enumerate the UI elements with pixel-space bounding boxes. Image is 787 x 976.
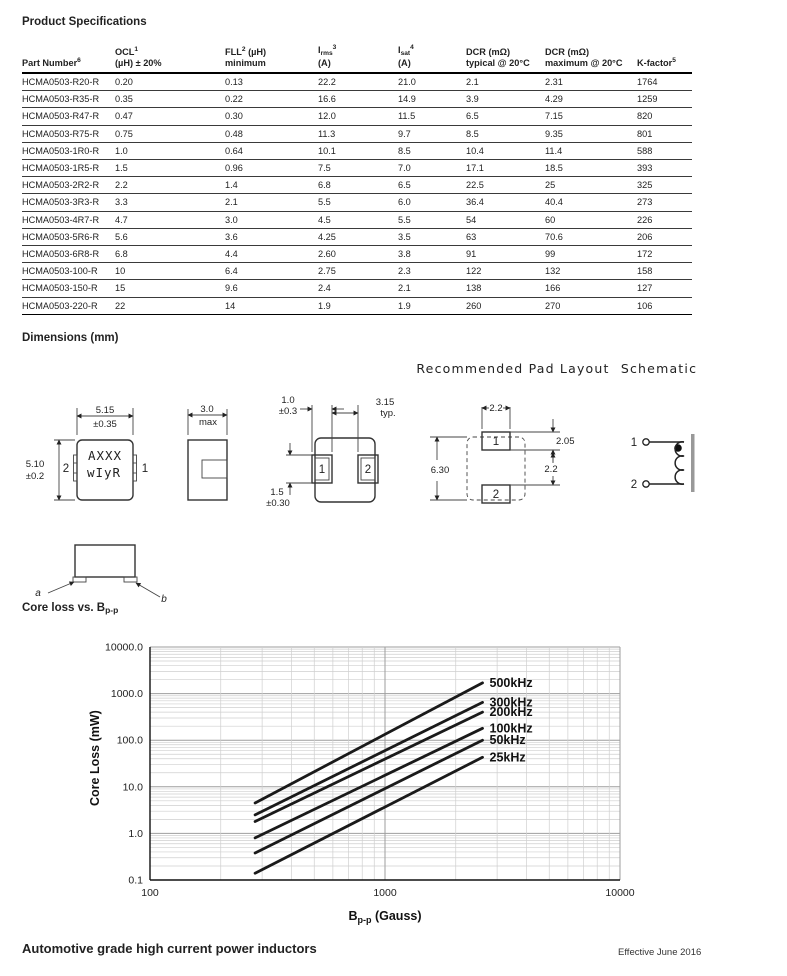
pad-height-tolerance: ±0.30 <box>266 498 290 509</box>
table-row <box>22 91 692 108</box>
table-header-row <box>22 44 692 73</box>
pad-width-dimension: 1.0 <box>281 395 295 406</box>
top-view-drawing <box>26 405 148 500</box>
table-cell: 2.4 <box>318 280 398 297</box>
table-cell: 14.9 <box>398 91 466 108</box>
table-cell: 158 <box>637 263 692 280</box>
dimension-drawings <box>0 355 787 605</box>
table-cell: 3.8 <box>398 245 466 262</box>
table-cell: 2.75 <box>318 263 398 280</box>
terminal-2-node <box>643 481 649 487</box>
pad-width-tolerance: ±0.3 <box>278 406 298 417</box>
table-cell: 3.0 <box>225 211 318 228</box>
table-cell: 22 <box>115 297 225 314</box>
table-cell: 0.48 <box>225 125 318 142</box>
height-dimension: 5.10 <box>25 459 45 470</box>
y-tick-label: 1.0 <box>128 827 143 840</box>
layout-pad-height-dimension: 2.05 <box>556 436 575 447</box>
table-cell: 54 <box>466 211 545 228</box>
table-cell: 18.5 <box>545 159 637 176</box>
table-cell: 36.4 <box>466 194 545 211</box>
bottom-view-drawing <box>266 395 396 509</box>
bottom-pad-left-number: 1 <box>318 464 326 476</box>
table-cell: 4.7 <box>115 211 225 228</box>
y-tick-label: 1000.0 <box>110 688 143 701</box>
table-cell: 6.5 <box>466 108 545 125</box>
table-cell: 60 <box>545 211 637 228</box>
table-cell: HCMA0503-R47-R <box>22 108 115 125</box>
lead-b-label: b <box>161 594 167 605</box>
table-row <box>22 159 692 176</box>
table-cell: 2.2 <box>115 177 225 194</box>
table-cell: 25 <box>545 177 637 194</box>
height-tolerance: ±0.2 <box>25 471 45 482</box>
section-heading-dimensions: Dimensions (mm) <box>22 332 119 344</box>
y-tick-label: 10.0 <box>122 781 143 794</box>
table-body <box>22 73 692 314</box>
table-row <box>22 73 692 91</box>
table-cell: 0.13 <box>225 73 318 91</box>
table-cell: 11.4 <box>545 142 637 159</box>
table-cell: 10 <box>115 263 225 280</box>
table-cell: 1.5 <box>115 159 225 176</box>
table-cell: 0.64 <box>225 142 318 159</box>
table-cell: 0.35 <box>115 91 225 108</box>
terminal-1-node <box>643 439 649 445</box>
part-marking-line2: wIyR <box>86 465 122 480</box>
table-row <box>22 297 692 314</box>
footer-effective-date: Effective June 2016 <box>618 947 702 958</box>
table-cell: 2.1 <box>466 73 545 91</box>
table-cell: 4.29 <box>545 91 637 108</box>
depth-note: max <box>199 417 217 428</box>
table-row <box>22 211 692 228</box>
side-view-drawing <box>188 404 227 500</box>
y-tick-label: 0.1 <box>128 874 143 887</box>
x-tick-label: 10000 <box>605 887 635 899</box>
table-cell: 7.0 <box>398 159 466 176</box>
table-cell: 6.4 <box>225 263 318 280</box>
table-cell: 3.5 <box>398 228 466 245</box>
table-cell: HCMA0503-R35-R <box>22 91 115 108</box>
table-cell: 2.60 <box>318 245 398 262</box>
table-cell: 2.1 <box>225 194 318 211</box>
table-cell: 3.6 <box>225 228 318 245</box>
table-cell: 106 <box>637 297 692 314</box>
table-row <box>22 228 692 245</box>
table-cell: HCMA0503-150-R <box>22 280 115 297</box>
table-cell: 16.6 <box>318 91 398 108</box>
column-header: DCR (mΩ) typical @ 20°C <box>466 44 545 73</box>
table-cell: 260 <box>466 297 545 314</box>
table-cell: 70.6 <box>545 228 637 245</box>
width-tolerance: ±0.35 <box>93 419 117 430</box>
section-heading-core-loss <box>22 602 118 615</box>
table-cell: 0.30 <box>225 108 318 125</box>
table-cell: 801 <box>637 125 692 142</box>
column-header: Part Number$^6$ <box>22 44 115 73</box>
table-row <box>22 245 692 262</box>
bottom-pad-right-number: 2 <box>364 464 372 476</box>
table-cell: 393 <box>637 159 692 176</box>
lead-view-drawing <box>35 545 167 605</box>
table-cell: 22.5 <box>466 177 545 194</box>
layout-pad-bottom-number: 2 <box>492 489 500 501</box>
column-header: OCL$^1$ (µH) ± 20% <box>115 44 225 73</box>
table-cell: 8.5 <box>398 142 466 159</box>
part-marking-line1: AXXX <box>87 448 123 463</box>
pad-pitch-dimension: 3.15 <box>375 397 395 408</box>
table-row <box>22 142 692 159</box>
column-header: K-factor$^5$ <box>637 44 692 73</box>
y-axis-title: Core Loss (mW) <box>88 710 102 806</box>
table-cell: 17.1 <box>466 159 545 176</box>
table-cell: 2.31 <box>545 73 637 91</box>
table-cell: 9.6 <box>225 280 318 297</box>
table-cell: 6.5 <box>398 177 466 194</box>
column-header: DCR (mΩ) maximum @ 20°C <box>545 44 637 73</box>
table-cell: 0.75 <box>115 125 225 142</box>
schematic-drawing <box>631 434 695 492</box>
table-cell: 1.4 <box>225 177 318 194</box>
table-cell: HCMA0503-6R8-R <box>22 245 115 262</box>
core-loss-chart <box>0 628 787 933</box>
table-cell: 4.25 <box>318 228 398 245</box>
y-tick-label: 10000.0 <box>105 641 143 654</box>
table-cell: HCMA0503-2R2-R <box>22 177 115 194</box>
series-label-50kHz: 50kHz <box>489 733 526 748</box>
pin-number-right: 1 <box>141 463 149 475</box>
table-row <box>22 125 692 142</box>
table-cell: HCMA0503-3R3-R <box>22 194 115 211</box>
table-cell: 588 <box>637 142 692 159</box>
table-row <box>22 194 692 211</box>
table-cell: 1.9 <box>318 297 398 314</box>
table-cell: 0.22 <box>225 91 318 108</box>
table-cell: 11.5 <box>398 108 466 125</box>
table-cell: HCMA0503-R20-R <box>22 73 115 91</box>
width-dimension: 5.15 <box>95 405 115 416</box>
table-cell: 12.0 <box>318 108 398 125</box>
table-cell: 7.15 <box>545 108 637 125</box>
pin-number-left: 2 <box>62 463 70 475</box>
series-label-500kHz: 500kHz <box>489 675 533 690</box>
table-cell: 172 <box>637 245 692 262</box>
series-line-25kHz <box>255 757 482 873</box>
table-row <box>22 177 692 194</box>
core-loss-heading-subscript: p-p <box>105 605 119 615</box>
table-cell: HCMA0503-1R5-R <box>22 159 115 176</box>
schematic-terminal-1-label: 1 <box>630 437 638 449</box>
table-cell: 1764 <box>637 73 692 91</box>
depth-dimension: 3.0 <box>200 404 214 415</box>
series-label-200kHz: 200kHz <box>489 705 533 720</box>
section-heading-product-specifications: Product Specifications <box>22 16 147 28</box>
table-cell: 820 <box>637 108 692 125</box>
series-label-25kHz: 25kHz <box>489 750 526 765</box>
table-cell: HCMA0503-4R7-R <box>22 211 115 228</box>
table-cell: 9.35 <box>545 125 637 142</box>
table-cell: 5.5 <box>398 211 466 228</box>
schematic-terminal-2-label: 2 <box>630 479 638 491</box>
table-cell: 122 <box>466 263 545 280</box>
table-row <box>22 280 692 297</box>
table-cell: 2.3 <box>398 263 466 280</box>
table-cell: 91 <box>466 245 545 262</box>
table-cell: 7.5 <box>318 159 398 176</box>
table-cell: 8.5 <box>466 125 545 142</box>
product-spec-table <box>22 44 692 315</box>
y-tick-label: 100.0 <box>116 734 143 747</box>
table-cell: 325 <box>637 177 692 194</box>
table-cell: 10.1 <box>318 142 398 159</box>
layout-pad-gap-dimension: 2.2 <box>544 464 558 475</box>
table-cell: 1.0 <box>115 142 225 159</box>
series-label-100kHz: 100kHz <box>489 721 533 736</box>
pad-height-dimension: 1.5 <box>270 487 284 498</box>
table-cell: 40.4 <box>545 194 637 211</box>
table-cell: 2.1 <box>398 280 466 297</box>
table-cell: HCMA0503-1R0-R <box>22 142 115 159</box>
layout-pad-width-dimension: 2.2 <box>489 403 503 414</box>
table-cell: 10.4 <box>466 142 545 159</box>
layout-body-height-dimension: 6.30 <box>430 465 450 476</box>
column-header: $I_{rms}^3$ (A) <box>318 44 398 73</box>
table-cell: 5.6 <box>115 228 225 245</box>
table-cell: 22.2 <box>318 73 398 91</box>
column-header: FLL$^2$ (µH) minimum <box>225 44 318 73</box>
x-tick-label: 1000 <box>373 887 397 899</box>
table-cell: 0.96 <box>225 159 318 176</box>
core-bar <box>691 434 695 492</box>
table-cell: 3.9 <box>466 91 545 108</box>
layout-pad-top-number: 1 <box>492 436 500 448</box>
pad-layout-drawing <box>430 403 575 503</box>
table-cell: 9.7 <box>398 125 466 142</box>
column-header: $I_{sat}^4$ (A) <box>398 44 466 73</box>
table-cell: 15 <box>115 280 225 297</box>
x-tick-label: 100 <box>141 887 159 899</box>
table-cell: HCMA0503-5R6-R <box>22 228 115 245</box>
table-cell: 6.8 <box>115 245 225 262</box>
table-cell: 21.0 <box>398 73 466 91</box>
table-cell: 206 <box>637 228 692 245</box>
table-cell: HCMA0503-220-R <box>22 297 115 314</box>
series-label-300kHz: 300kHz <box>489 695 533 710</box>
schematic-label: Schematic <box>620 361 698 376</box>
table-cell: 132 <box>545 263 637 280</box>
table-cell: 270 <box>545 297 637 314</box>
table-cell: 4.5 <box>318 211 398 228</box>
table-cell: 63 <box>466 228 545 245</box>
lead-a-label: a <box>35 588 41 599</box>
table-cell: HCMA0503-100-R <box>22 263 115 280</box>
pad-pitch-note: typ. <box>380 408 396 419</box>
table-cell: 14 <box>225 297 318 314</box>
table-cell: HCMA0503-R75-R <box>22 125 115 142</box>
table-cell: 226 <box>637 211 692 228</box>
core-loss-heading-text: Core loss vs. B <box>22 602 106 614</box>
table-cell: 0.20 <box>115 73 225 91</box>
table-cell: 5.5 <box>318 194 398 211</box>
table-cell: 6.0 <box>398 194 466 211</box>
table-cell: 1259 <box>637 91 692 108</box>
table-cell: 138 <box>466 280 545 297</box>
table-cell: 273 <box>637 194 692 211</box>
table-cell: 11.3 <box>318 125 398 142</box>
table-row <box>22 108 692 125</box>
table-cell: 166 <box>545 280 637 297</box>
table-cell: 127 <box>637 280 692 297</box>
table-cell: 3.3 <box>115 194 225 211</box>
x-axis-title: $B_{p-p}$ (Gauss) <box>348 909 422 925</box>
table-cell: 0.47 <box>115 108 225 125</box>
table-row <box>22 263 692 280</box>
table-cell: 99 <box>545 245 637 262</box>
table-cell: 1.9 <box>398 297 466 314</box>
footer-title: Automotive grade high current power inductors <box>22 941 317 956</box>
table-cell: 4.4 <box>225 245 318 262</box>
table-cell: 6.8 <box>318 177 398 194</box>
pad-layout-label: Recommended Pad Layout <box>416 361 610 376</box>
